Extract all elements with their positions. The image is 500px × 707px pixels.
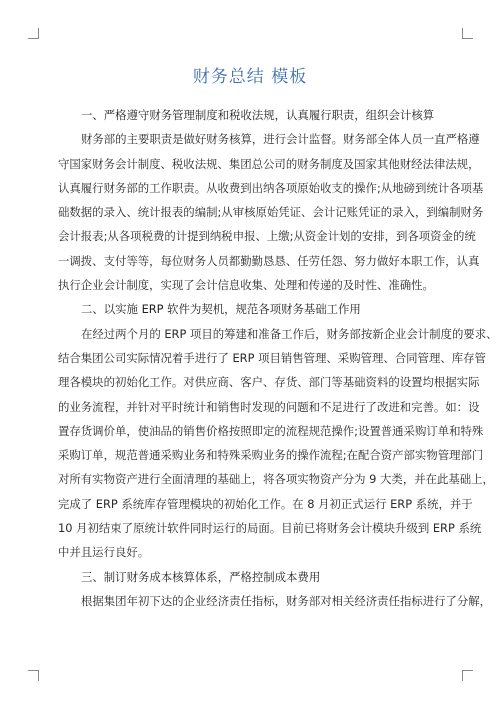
paragraph-line: 执行企业会计制度，实现了会计信息收集、处理和传递的及时性、准确性。 <box>58 278 434 293</box>
paragraph-line: 的业务流程，并针对平时统计和销售时发现的问题和不足进行了改进和完善。如：设 <box>58 399 480 414</box>
paragraph-line: 一调拨、支付等等，每位财务人员都勤勤恳恳、任劳任怨、努力做好本职工作，认真 <box>58 253 480 268</box>
paragraph-line: 10 月初结束了原统计软件同时运行的局面。目前已将财务会计模块升级到 ERP 系统 <box>58 521 482 536</box>
paragraph-line: 础数据的录入、统计报表的编制;从审核原始凭证、会计记账凭证的录入，到编制财务 <box>58 205 484 220</box>
section-heading: 二、以实施 ERP 软件为契机，规范各项财务基础工作用 <box>81 302 361 317</box>
crop-mark-top-right <box>462 28 473 39</box>
paragraph-line: 认真履行财务部的工作职责。从收费到出纳各项原始收支的操作;从地磅到统计各项基 <box>58 180 484 195</box>
paragraph-line: 结合集团公司实际情况着手进行了 ERP 项目销售管理、采购管理、合同管理、库存管 <box>58 350 486 365</box>
paragraph-line: 中并且运行良好。 <box>58 545 150 560</box>
paragraph-line: 采购订单，规范普通采购业务和特殊采购业务的操作流程;在配合资产部实物管理部门 <box>58 448 484 463</box>
paragraph-line: 守国家财务会计制度、税收法规、集团总公司的财务制度及国家其他财经法律法规， <box>58 156 480 171</box>
paragraph-line: 置存货调价单，使油品的销售价格按照即定的流程规范操作;设置普通采购订单和特殊 <box>58 423 484 438</box>
crop-mark-top-left <box>28 28 39 39</box>
paragraph-line: 完成了 ERP 系统库存管理模块的初始化工作。在 8 月初正式运行 ERP 系统，并于 <box>58 496 473 511</box>
paragraph-line: 会计报表;从各项税费的计提到纳税申报、上缴;从资金计划的安排，到各项资金的统 <box>58 229 476 244</box>
crop-mark-bottom-left <box>28 670 39 681</box>
paragraph-line: 根据集团年初下达的企业经济责任指标，财务部对相关经济责任指标进行了分解， <box>81 593 492 608</box>
crop-mark-bottom-right <box>462 670 473 681</box>
section-heading: 一、严格遵守财务管理制度和税收法规，认真履行职责，组织会计核算 <box>81 108 435 122</box>
document-body <box>58 103 498 613</box>
paragraph-line: 财务部的主要职责是做好财务核算，进行会计监督。财务部全体人员一直严格遵 <box>81 132 480 147</box>
section-heading: 三、制订财务成本核算体系，严格控制成本费用 <box>81 569 321 584</box>
paragraph-line: 对所有实物资产进行全面清理的基础上，将各项实物资产分为 9 大类，并在此基础上， <box>58 472 494 487</box>
document-title: 财务总结 模板 <box>192 67 308 87</box>
paragraph-line: 理各模块的初始化工作。对供应商、客户、存货、部门等基础资料的设置均根据实际 <box>58 375 480 390</box>
paragraph-line: 在经过两个月的 ERP 项目的筹建和准备工作后，财务部按新企业会计制度的要求、 <box>81 326 498 341</box>
